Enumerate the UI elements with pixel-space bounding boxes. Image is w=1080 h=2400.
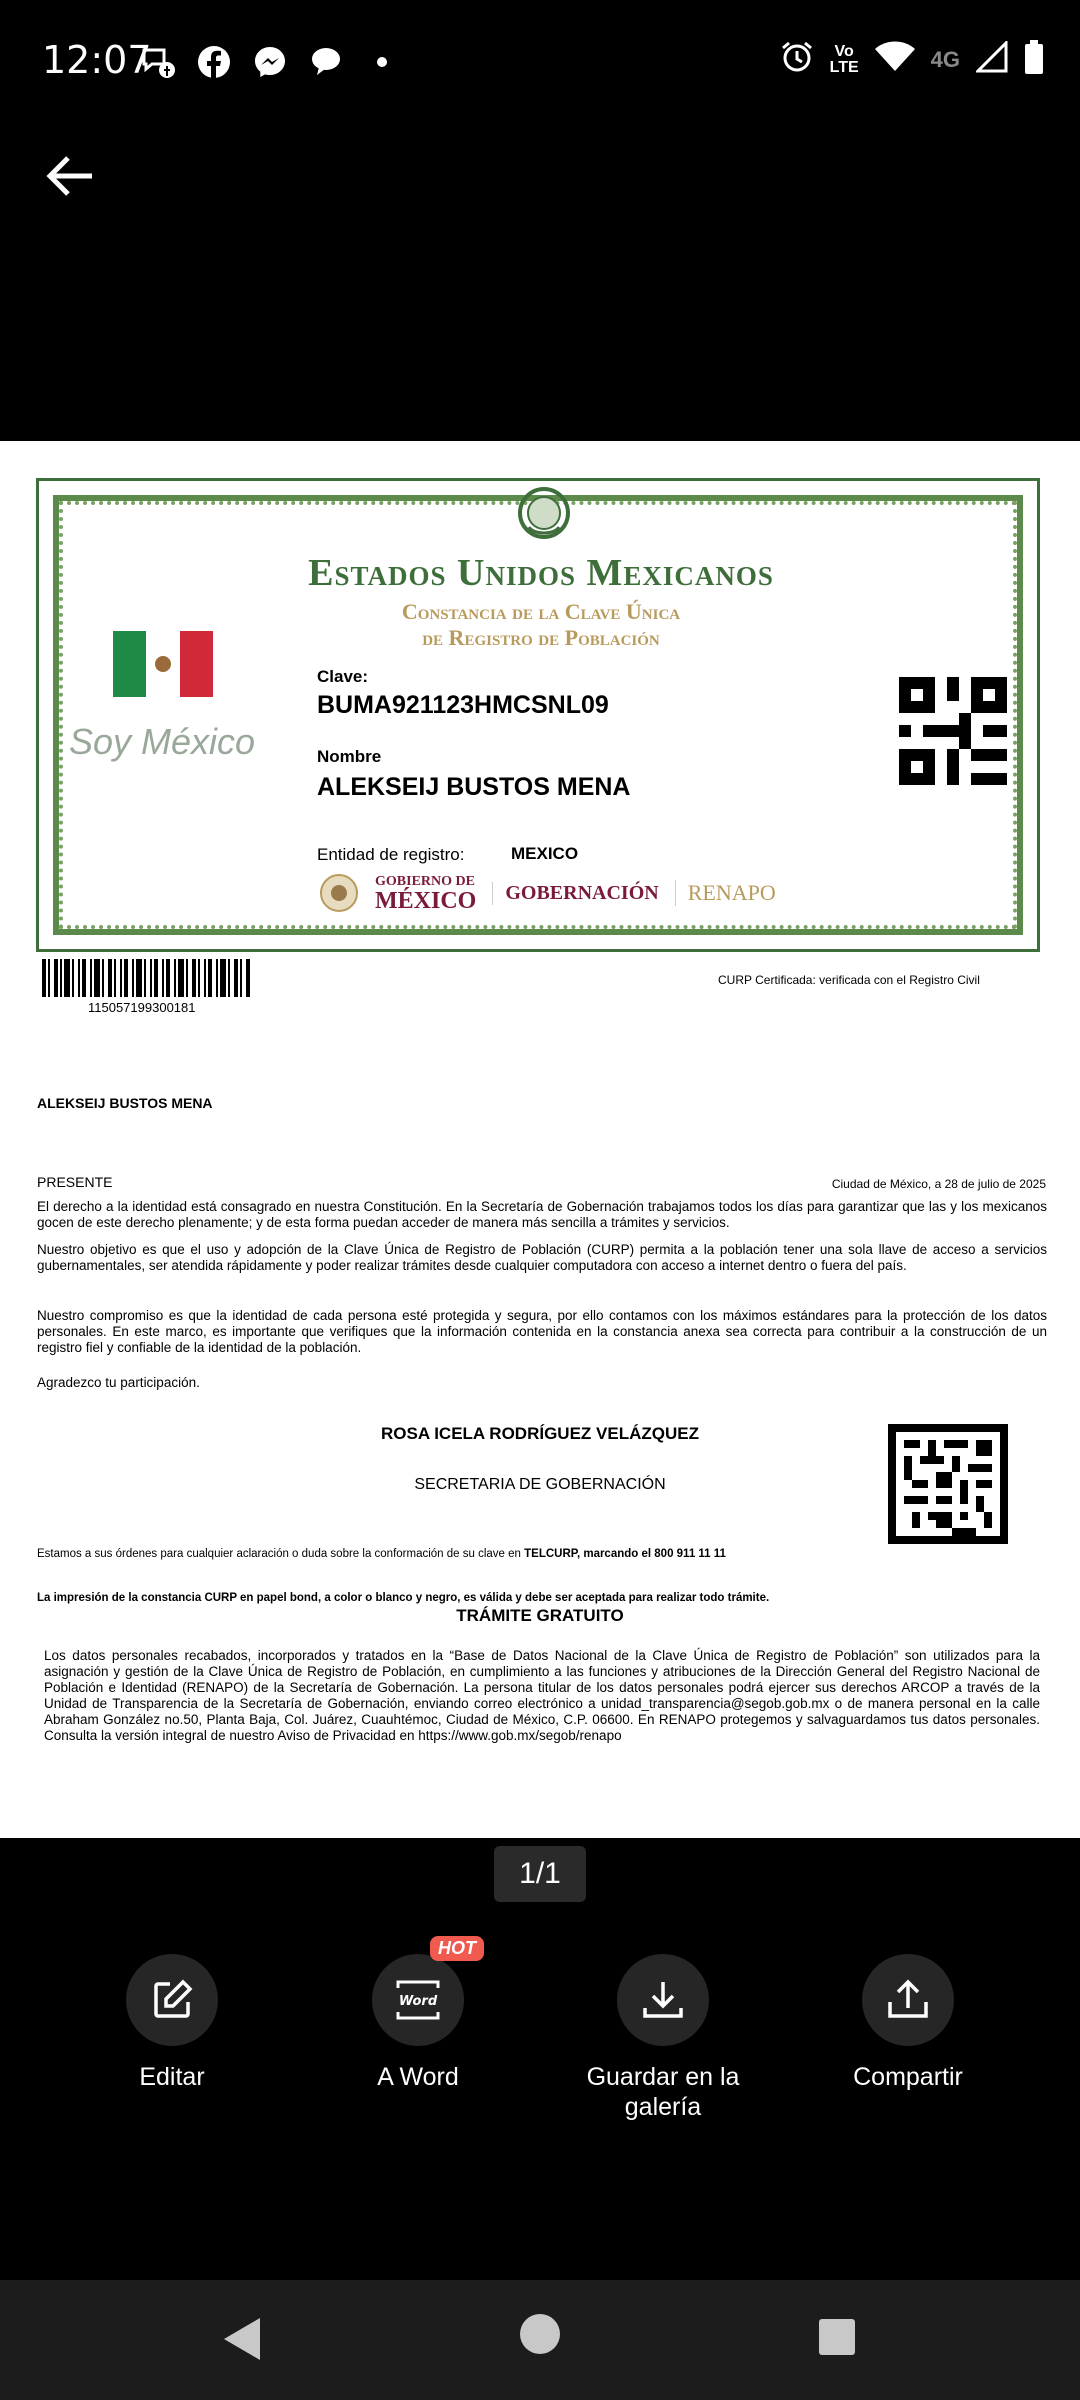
share-label: Compartir: [853, 2063, 963, 2091]
word-icon: [392, 1978, 444, 2022]
messenger-icon: [252, 44, 288, 80]
save-to-gallery-button[interactable]: [563, 1954, 763, 2122]
eagle-seal-icon: [509, 483, 579, 543]
clave-label: Clave:: [317, 667, 369, 686]
curp-certificate: [36, 478, 1040, 952]
system-navigation-bar: [0, 2280, 1080, 2400]
nav-home-circle-icon: [518, 2312, 562, 2356]
document-page: [0, 441, 1080, 1838]
status-time: 12:07: [42, 38, 152, 82]
letter-paragraph-2: Nuestro objetivo es que el uso y adopción de la Clave Única de Registro de Población (CURP) permita a la población tener una sola llave de acceso a servicios gubernamentales, ser atendida rápidamente y poder realizar trámites desde cualquier computadora con acceso a internet dentro o fuera del país.: [37, 1242, 1047, 1273]
nombre-label: Nombre: [317, 747, 382, 766]
svg-text:Word: Word: [398, 1994, 438, 2009]
letter-paragraph-1: El derecho a la identidad está consagrado en nuestra Constitución. En la Secretaría de Gobernación trabajamos todos los días para garantizar que las y los mexicanos gocen de este derecho plenamente; y de esta forma puedan acceder de manera más sencilla a trámites y servicios.: [37, 1199, 1047, 1230]
signer-name: ROSA ICELA RODRÍGUEZ VELÁZQUEZ: [381, 1424, 699, 1443]
signature-qr-code: [888, 1424, 1008, 1544]
addressee-name: ALEKSEIJ BUSTOS MENA: [37, 1095, 213, 1111]
facebook-icon: [196, 44, 232, 80]
download-icon: [641, 1978, 685, 2022]
renapo-logo: RENAPO: [675, 880, 776, 906]
arrow-left-icon: [42, 148, 98, 204]
share-icon: [886, 1978, 930, 2022]
wifi-icon: [875, 41, 915, 78]
contact-line: Estamos a sus órdenes para cualquier aclaración o duda sobre la conformación de su clave en TELCURP, marcando el 800 911 11 11: [37, 1548, 726, 1560]
gobernacion-logo: GOBERNACIÓN: [492, 882, 658, 905]
nav-home-button[interactable]: [518, 2312, 562, 2361]
page-indicator: 1/1: [494, 1846, 586, 1902]
chat-facebook-icon: [140, 44, 176, 80]
tramite-gratuito: TRÁMITE GRATUITO: [456, 1606, 624, 1625]
clave-value: BUMA921123HMCSNL09: [317, 691, 609, 719]
notification-icons: [140, 44, 400, 80]
volte-indicator: Vo LTE: [829, 42, 859, 76]
network-type: 4G: [930, 46, 960, 72]
certificate-subtitle-1: Constancia de la Clave Única: [401, 599, 681, 624]
certificate-title: Estados Unidos Mexicanos: [308, 552, 774, 594]
battery-icon: [1024, 40, 1044, 79]
government-logos: [319, 873, 776, 913]
back-button[interactable]: [42, 148, 98, 204]
soy-mexico-logo: Soy México: [69, 721, 256, 762]
nav-recents-square-icon: [818, 2318, 856, 2356]
save-to-gallery-label: Guardar en la galería: [586, 2063, 740, 2121]
presente-label: PRESENTE: [37, 1174, 113, 1190]
nav-back-triangle-icon: [220, 2314, 264, 2364]
barcode: [42, 959, 250, 997]
hot-badge: HOT: [430, 1936, 484, 1961]
place-date: Ciudad de México, a 28 de julio de 2025: [831, 1177, 1046, 1191]
share-button[interactable]: [808, 1954, 1008, 2092]
alarm-icon: [780, 40, 814, 79]
nombre-value: ALEKSEIJ BUSTOS MENA: [317, 773, 631, 801]
privacy-notice: Los datos personales recabados, incorporados y tratados en la “Base de Datos Nacional de la Clave Única de Registro de Población” son utilizados para la asignación y gestión de la Clave Única de Registro de Población, en cumplimiento a las funciones y atribuciones de la Dirección General del Registro Nacional de Población e Identidad (RENAPO) de la Secretaría de Gobernación. La persona titular de los datos personales podrá ejercer sus derechos ARCOP a través de la Unidad de Transparencia de la Secretaría de Gobernación, enviando correo electrónico a unidad_transparencia@segob.gob.mx o de manera personal en la calle Abraham González no.50, Planta Baja, Col. Juárez, Cuauhtémoc, Ciudad de México, C.P. 06600. En RENAPO protegemos y salvaguardamos tus datos personales. Consulta la versión integral de nuestro Aviso de Privacidad en https://www.gob.mx/segob/renapo: [44, 1648, 1040, 1743]
status-bar: [0, 0, 1080, 126]
chat-bubble-icon: [308, 44, 344, 80]
printing-validity-note: La impresión de la constancia CURP en papel bond, a color o blanco y negro, es válida y debe ser aceptada para realizar todo trámite.: [37, 1592, 770, 1604]
entidad-value: MEXICO: [511, 844, 579, 863]
nav-recents-button[interactable]: [818, 2318, 856, 2361]
gobierno-de-mexico-logo: GOBIERNO DE MÉXICO: [375, 874, 477, 914]
certificate-qr-code: [899, 677, 1007, 785]
letter-paragraph-3: Nuestro compromiso es que la identidad de cada persona esté protegida y segura, por ello contamos con los máximos estándares para la protección de los datos personales. En este marco, es importante que verifiques que la información contenida en la constancia anexa sea correcta para contribuir a la construcción de un registro fiel y confiable de la identidad de la población.: [37, 1308, 1047, 1355]
mexico-flag-icon: [113, 631, 213, 697]
signer-title: SECRETARIA DE GOBERNACIÓN: [414, 1476, 666, 1493]
entidad-label: Entidad de registro:: [317, 845, 465, 864]
to-word-button[interactable]: [318, 1938, 518, 2092]
edit-label: Editar: [139, 2063, 205, 2091]
gobierno-seal-icon: [319, 873, 359, 913]
nav-back-button[interactable]: [220, 2314, 264, 2369]
certificate-subtitle-2: de Registro de Población: [422, 625, 660, 650]
signal-icon: [976, 41, 1008, 78]
edit-button[interactable]: [72, 1954, 272, 2092]
edit-icon: [150, 1978, 194, 2022]
more-notifications-dot-icon: [364, 44, 400, 80]
to-word-label: A Word: [377, 2063, 459, 2091]
barcode-number: 115057199300181: [88, 1000, 196, 1015]
letter-thanks: Agradezco tu participación.: [37, 1375, 200, 1390]
curp-verified-note: CURP Certificada: verificada con el Registro Civil: [718, 973, 980, 987]
